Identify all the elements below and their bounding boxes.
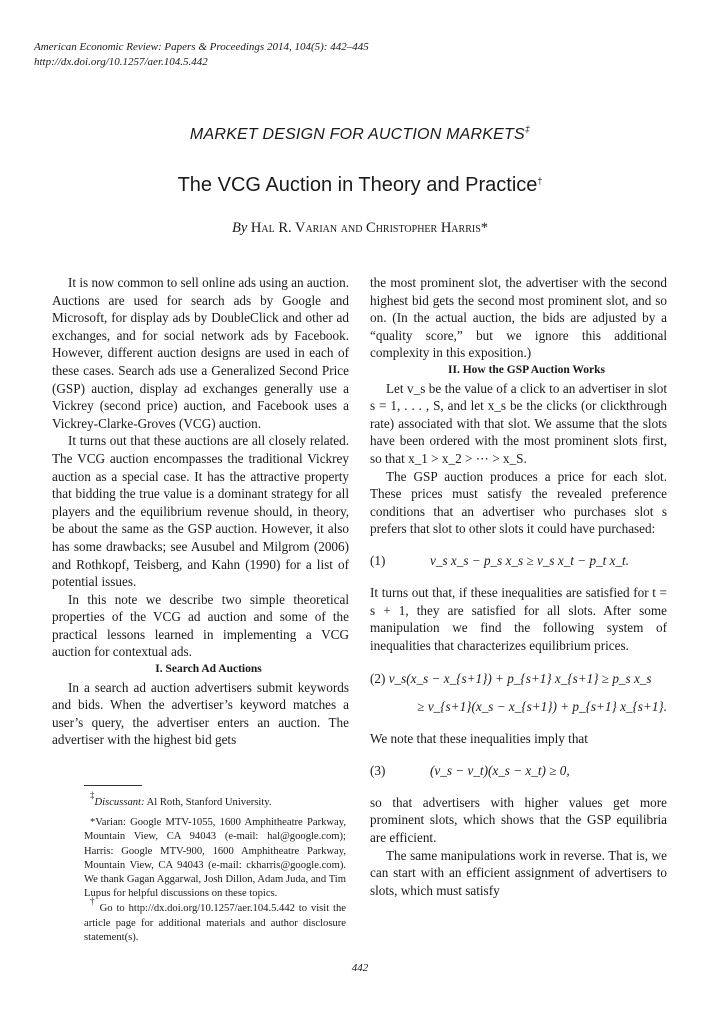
body-paragraph: It turns out that these auctions are all closely related. The VCG auction encompasses the traditional Vickrey auction as a special case. It has the attractive property that bidding the true value is a dominant strategy for all players and the equilibrium revenue should, in theory, be about the same as the GSP auction. However, it also has some drawbacks; see Ausubel and Milgrom (2006) and Rothkopf, Teisberg, and Kahn (1990) for a list of potential issues. xyxy=(52,433,349,590)
footnote-mark: † xyxy=(90,896,96,907)
equation-body: v_s x_s − p_s x_s ≥ v_s x_t − p_t x_t. xyxy=(430,553,630,569)
section-heading: II. How the GSP Auction Works xyxy=(448,363,605,376)
article-title-text: The VCG Auction in Theory and Practice xyxy=(177,174,538,196)
equation-1 xyxy=(370,538,667,584)
body-paragraph: It is now common to sell online ads using an auction. Auctions are used for search ads by Google and Microsoft, for display ads by DoubleClick and other ad exchanges, and for social network ads by Facebook. However, different auction designs are used in each of these cases. Search ads use a Generalized Second Price (GSP) auction, display ad exchanges generally use a Vickrey (second price) auction, and Facebook uses a Vickrey-Clarke-Groves (VCG) auction. xyxy=(52,275,349,431)
body-paragraph: the most prominent slot, the advertiser with the second highest bid gets the second most prominent slot, and so on. (In the actual auction, the bids are adjusted by a “quality score,” but we ignore this additional complexity in this exposition.) xyxy=(370,275,667,361)
footnotes xyxy=(84,790,347,945)
body-paragraph: In a search ad auction advertisers submit keywords and bids. When the advertiser’s keyword matches a user’s query, the advertiser enters an auction. The advertiser with the highest bid gets xyxy=(52,679,349,748)
article-title xyxy=(0,174,720,197)
footnote xyxy=(84,816,346,901)
equation-body: v_s(x_s − x_{s+1}) + p_{s+1} x_{s+1} ≥ p_s x_s xyxy=(388,671,652,687)
equation-line: ≥ v_{s+1}(x_s − x_{s+1}) + p_{s+1} x_{s+1}. xyxy=(417,699,667,715)
body-paragraph: The GSP auction produces a price for each slot. These prices must satisfy the revealed preference conditions that an advertiser who purchases slot s prefers that slot to other slots it could have purchased: xyxy=(370,468,667,537)
left-column xyxy=(52,274,349,749)
section-footnote-mark: ‡ xyxy=(524,124,531,134)
footnote-text: Go to http://dx.doi.org/10.1257/aer.104.5.442 to visit the article page for additional materials and author disclosure statement(s). xyxy=(84,903,347,943)
byline-mark: * xyxy=(480,220,489,236)
body-paragraph: We note that these inequalities imply that xyxy=(370,731,588,747)
title-footnote-mark: † xyxy=(537,176,543,186)
equation-line xyxy=(370,670,652,688)
section-title xyxy=(0,126,720,144)
footnote xyxy=(84,896,347,945)
equation-number: (3) xyxy=(370,763,386,779)
right-column xyxy=(370,274,667,899)
journal-citation: American Economic Review: Papers & Proceedings 2014, 104(5): 442–445 xyxy=(34,41,369,53)
equation-number: (1) xyxy=(370,553,386,569)
footnote-text: Varian: Google MTV-1055, 1600 Amphitheatre Parkway, Mountain View, CA 94043 (e-mail: hal@google.com); Harris: Google MTV-900, 1600 Amphitheatre Parkway, Mountain View, CA 94043 (e-mail: ckharris@google.com). We thank Gagan Aggarwal, Josh Dillon, Adam Juda, and Tim Lupus for helpful discussions on these topics. xyxy=(84,817,346,900)
section-heading: I. Search Ad Auctions xyxy=(155,663,262,676)
footnote-label: Discussant: xyxy=(94,797,145,808)
byline-by: By xyxy=(231,220,248,236)
body-paragraph: In this note we describe two simple theoretical properties of the VCG ad auction and some of the practical lessons learned in implementing a VCG auction for contextual ads. xyxy=(52,591,349,660)
byline-authors: Hal R. Varian and Christopher Harris xyxy=(250,220,481,236)
body-paragraph: The same manipulations work in reverse. That is, we can start with an efficient assignment of advertisers to slots, which must satisfy xyxy=(370,847,667,898)
section-title-text: MARKET DESIGN FOR AUCTION MARKETS xyxy=(189,126,525,143)
byline xyxy=(0,220,720,237)
body-paragraph: so that advertisers with higher values get more prominent slots, which shows that the GSP equilibria are efficient. xyxy=(370,794,667,846)
footnote-text: Al Roth, Stanford University. xyxy=(146,797,272,808)
page-number: 442 xyxy=(351,962,369,974)
footnote xyxy=(84,790,346,810)
running-header xyxy=(34,40,369,70)
body-paragraph: It turns out that, if these inequalities are satisfied for t = s + 1, they are satisfied for all slots. After some manipulation we find the following system of inequalities that characterizes equilibrium prices. xyxy=(370,584,667,653)
doi-link[interactable]: http://dx.doi.org/10.1257/aer.104.5.442 xyxy=(34,56,208,68)
equation-number: (2) xyxy=(370,671,386,687)
equation-2 xyxy=(370,654,667,716)
equation-body: (v_s − v_t)(x_s − x_t) ≥ 0, xyxy=(430,763,570,779)
footnote-mark: ‡ xyxy=(90,790,95,800)
footnote-mark: * xyxy=(90,817,96,829)
equation-3 xyxy=(370,748,667,794)
footnote-rule xyxy=(84,785,142,786)
body-paragraph: Let v_s be the value of a click to an advertiser in slot s = 1, . . . , S, and let x_s be the clicks (or clickthrough rate) associated with that slot. We assume that the slots have been ordered with the most prominent slots first, so that x_1 > x_2 > ⋯ > x_S. xyxy=(370,380,667,466)
